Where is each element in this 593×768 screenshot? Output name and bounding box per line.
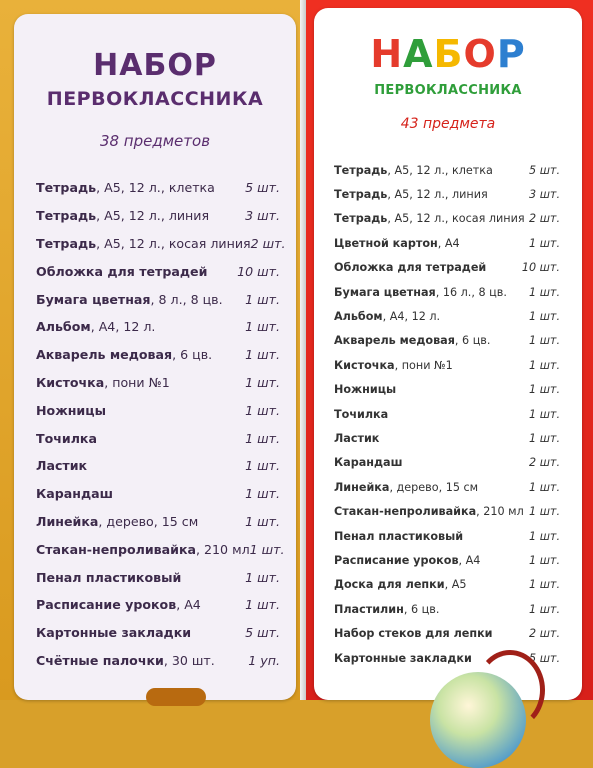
- item-name-bold: Тетрадь: [36, 208, 97, 224]
- item-name: [334, 383, 529, 396]
- item-name-detail: , 6 цв.: [172, 347, 213, 363]
- item-name: [36, 264, 237, 279]
- item-name: [36, 570, 245, 585]
- item-name-detail: , 16 л., 8 цв.: [435, 285, 507, 299]
- item-quantity: 1 шт.: [529, 407, 560, 421]
- item-name-bold: Стакан-непроливайка: [36, 541, 197, 557]
- item-name-bold: Акварель медовая: [36, 347, 173, 363]
- list-item: [314, 451, 582, 475]
- item-name-bold: Точилка: [334, 407, 389, 421]
- list-item: [314, 524, 582, 548]
- item-name-detail: , пони №1: [394, 358, 453, 372]
- item-name: [36, 292, 245, 307]
- item-name-bold: Точилка: [36, 430, 97, 446]
- item-name-detail: , А4: [437, 236, 460, 250]
- item-quantity: 5 шт.: [245, 180, 280, 196]
- item-name: [36, 375, 245, 390]
- title-letter: О: [414, 83, 426, 98]
- list-item: [14, 480, 296, 508]
- list-item: [14, 535, 296, 563]
- item-quantity: 1 шт.: [529, 602, 560, 616]
- list-item: [314, 158, 582, 182]
- item-name-bold: Пенал пластиковый: [36, 569, 182, 585]
- item-quantity: 1 шт.: [529, 310, 560, 324]
- item-name: [334, 188, 529, 201]
- list-item: [14, 341, 296, 369]
- item-name: [334, 554, 529, 567]
- title-letter: Р: [496, 32, 526, 76]
- item-name-bold: Кисточка: [334, 358, 395, 372]
- list-item: [314, 402, 582, 426]
- item-quantity: 1 шт.: [245, 458, 280, 474]
- card-divider: [300, 0, 306, 700]
- item-quantity: 1 шт.: [529, 334, 560, 348]
- item-quantity: 1 шт.: [529, 236, 560, 250]
- item-name-detail: , 6 цв.: [403, 602, 440, 616]
- item-name-detail: , дерево, 15 см: [389, 480, 479, 494]
- item-quantity: 1 шт.: [245, 513, 280, 529]
- title-letter: Р: [394, 83, 405, 98]
- title-letter: А: [448, 83, 459, 98]
- item-quantity: 1 шт.: [245, 597, 280, 613]
- item-quantity: 1 шт.: [529, 578, 560, 592]
- item-name-bold: Альбом: [36, 319, 91, 335]
- item-name-bold: Картонные закладки: [334, 651, 472, 665]
- item-name: [334, 627, 529, 640]
- item-name: [334, 212, 529, 225]
- list-item: [314, 499, 582, 523]
- left-item-count: 38 предметов: [99, 132, 211, 150]
- right-subtitle: [314, 83, 582, 98]
- item-name: [36, 403, 245, 418]
- item-quantity: 1 шт.: [529, 358, 560, 372]
- item-name-detail: , А5, 12 л., клетка: [96, 180, 215, 196]
- right-title: [314, 32, 582, 76]
- item-quantity: 1 шт.: [529, 285, 560, 299]
- list-item: [14, 591, 296, 619]
- item-quantity: 5 шт.: [245, 625, 280, 641]
- item-name: [36, 236, 251, 251]
- item-name-detail: , А4: [176, 597, 201, 613]
- item-name-bold: Кисточка: [36, 374, 105, 390]
- item-quantity: 1 шт.: [245, 402, 280, 418]
- item-name-bold: Цветной картон: [334, 236, 438, 250]
- item-name: [36, 180, 245, 195]
- item-quantity: 1 шт.: [249, 541, 285, 557]
- item-name: [334, 578, 529, 591]
- item-quantity: 1 шт.: [245, 347, 280, 363]
- item-quantity: 1 шт.: [245, 374, 280, 390]
- item-quantity: 2 шт.: [529, 627, 560, 641]
- item-quantity: 1 шт.: [245, 319, 280, 335]
- item-name-detail: , дерево, 15 см: [98, 513, 199, 529]
- item-name-detail: , А4, 12 л.: [382, 310, 441, 324]
- item-name-detail: , А4, 12 л.: [90, 319, 156, 335]
- item-name-bold: Акварель медовая: [334, 334, 455, 348]
- item-name-bold: Расписание уроков: [334, 553, 459, 567]
- item-name: [334, 359, 529, 372]
- item-name-bold: Бумага цветная: [334, 285, 436, 299]
- item-quantity: 1 уп.: [248, 652, 280, 668]
- title-letter: С: [458, 83, 469, 98]
- item-name: [36, 319, 245, 334]
- list-item: [14, 313, 296, 341]
- title-letter: Е: [385, 83, 395, 98]
- item-name-bold: Ножницы: [334, 383, 397, 397]
- item-name: [36, 625, 245, 640]
- item-quantity: 5 шт.: [529, 163, 560, 177]
- list-item: [314, 256, 582, 280]
- title-letter: Б: [433, 32, 464, 76]
- item-name: [334, 237, 529, 250]
- title-letter: Н: [370, 32, 404, 76]
- title-letter: К: [500, 83, 512, 98]
- item-name-bold: Альбом: [334, 310, 383, 324]
- item-name: [36, 458, 245, 473]
- list-item: [14, 452, 296, 480]
- item-name-bold: Набор стеков для лепки: [334, 627, 493, 641]
- item-quantity: 1 шт.: [245, 430, 280, 446]
- item-name-bold: Картонные закладки: [36, 625, 192, 641]
- item-quantity: 1 шт.: [529, 383, 560, 397]
- item-name-detail: , А5: [444, 578, 467, 592]
- list-item: [14, 396, 296, 424]
- list-item: [314, 621, 582, 645]
- list-item: [314, 573, 582, 597]
- item-name-detail: , 210 мл: [196, 541, 250, 557]
- item-name: [334, 286, 529, 299]
- list-item: [14, 230, 296, 258]
- item-name-detail: , А5, 12 л., косая линия: [387, 212, 525, 226]
- item-name: [36, 347, 245, 362]
- list-item: [314, 207, 582, 231]
- title-letter: К: [425, 83, 437, 98]
- item-name: [334, 432, 529, 445]
- right-list-panel: [314, 8, 582, 700]
- item-quantity: 1 шт.: [529, 529, 560, 543]
- title-letter: А: [403, 32, 434, 76]
- list-item: [14, 285, 296, 313]
- list-item: [14, 563, 296, 591]
- item-name: [334, 603, 529, 616]
- item-name-bold: Тетрадь: [334, 163, 388, 177]
- left-item-list: [14, 174, 296, 674]
- left-list-panel: [14, 14, 296, 700]
- list-item: [314, 304, 582, 328]
- item-name-detail: , А5, 12 л., клетка: [387, 163, 493, 177]
- item-name: [36, 208, 245, 223]
- title-letter: С: [468, 83, 479, 98]
- item-quantity: 1 шт.: [529, 480, 560, 494]
- item-name-detail: , 30 шт.: [163, 652, 215, 668]
- list-item: [314, 597, 582, 621]
- list-item: [14, 369, 296, 397]
- right-item-list: [314, 158, 582, 670]
- item-name-bold: Карандаш: [36, 486, 114, 502]
- left-title: НАБОР: [93, 48, 217, 83]
- item-name: [36, 653, 248, 668]
- item-name: [36, 514, 245, 529]
- item-quantity: 1 шт.: [245, 569, 280, 585]
- item-name-detail: , А5, 12 л., косая линия: [96, 235, 251, 251]
- item-name: [334, 261, 522, 274]
- item-name-detail: , пони №1: [104, 374, 170, 390]
- list-item: [314, 548, 582, 572]
- item-name-bold: Пластилин: [334, 602, 404, 616]
- item-name-bold: Ластик: [36, 458, 88, 474]
- item-name-bold: Ластик: [334, 431, 380, 445]
- list-item: [314, 231, 582, 255]
- list-item: [14, 257, 296, 285]
- list-item: [314, 182, 582, 206]
- item-name-bold: Линейка: [334, 480, 390, 494]
- item-name: [334, 530, 529, 543]
- decorative-shape: [146, 688, 206, 706]
- title-letter: А: [511, 83, 522, 98]
- item-name-detail: , 8 л., 8 цв.: [150, 291, 223, 307]
- item-name-detail: , А5, 12 л., линия: [387, 188, 488, 202]
- item-name-bold: Линейка: [36, 513, 99, 529]
- title-letter: Н: [478, 83, 490, 98]
- item-quantity: 1 шт.: [245, 486, 280, 502]
- list-item: [14, 424, 296, 452]
- item-name-bold: Доска для лепки: [334, 578, 445, 592]
- item-name: [36, 542, 250, 557]
- list-item: [14, 174, 296, 202]
- item-quantity: 1 шт.: [245, 291, 280, 307]
- item-name-bold: Тетрадь: [334, 188, 388, 202]
- title-letter: И: [489, 83, 501, 98]
- item-name-bold: Тетрадь: [36, 235, 97, 251]
- item-quantity: 3 шт.: [529, 188, 560, 202]
- list-item: [14, 647, 296, 675]
- item-name-bold: Расписание уроков: [36, 597, 177, 613]
- left-subtitle: ПЕРВОКЛАССНИКА: [46, 88, 264, 110]
- list-item: [314, 426, 582, 450]
- item-name: [334, 164, 529, 177]
- list-item: [314, 378, 582, 402]
- item-name-bold: Обложка для тетрадей: [36, 263, 208, 279]
- globe-stand: [475, 650, 545, 730]
- item-name: [334, 408, 529, 421]
- item-name-detail: , А4: [458, 553, 481, 567]
- title-letter: О: [463, 32, 497, 76]
- item-name-bold: Бумага цветная: [36, 291, 151, 307]
- item-name-bold: Тетрадь: [334, 212, 388, 226]
- item-quantity: 2 шт.: [250, 235, 286, 251]
- title-letter: П: [374, 83, 386, 98]
- item-name: [334, 334, 529, 347]
- item-name: [36, 486, 245, 501]
- item-quantity: 5 шт.: [529, 651, 560, 665]
- item-name-detail: , 210 мл: [476, 505, 524, 519]
- item-name-detail: , 6 цв.: [454, 334, 491, 348]
- item-name: [334, 505, 529, 518]
- list-item: [314, 646, 582, 670]
- item-name-bold: Стакан-непроливайка: [334, 505, 477, 519]
- item-quantity: 1 шт.: [529, 553, 560, 567]
- item-name: [36, 431, 245, 446]
- item-name: [36, 597, 245, 612]
- item-name: [334, 456, 529, 469]
- right-item-count: 43 предмета: [400, 116, 496, 132]
- item-name-bold: Карандаш: [334, 456, 403, 470]
- item-name-bold: Пенал пластиковый: [334, 529, 464, 543]
- item-quantity: 1 шт.: [529, 431, 560, 445]
- item-name-bold: Счётные палочки: [36, 652, 164, 668]
- item-quantity: 1 шт.: [529, 505, 560, 519]
- list-item: [14, 508, 296, 536]
- item-quantity: 2 шт.: [529, 456, 560, 470]
- item-name-detail: , А5, 12 л., линия: [96, 208, 210, 224]
- item-name: [334, 481, 529, 494]
- list-item: [314, 329, 582, 353]
- list-item: [314, 280, 582, 304]
- item-name-bold: Обложка для тетрадей: [334, 261, 487, 275]
- item-name-bold: Тетрадь: [36, 180, 97, 196]
- list-item: [314, 475, 582, 499]
- list-item: [14, 619, 296, 647]
- title-letter: В: [404, 83, 415, 98]
- title-letter: Л: [436, 83, 449, 98]
- item-quantity: 10 шт.: [521, 261, 560, 275]
- list-item: [314, 353, 582, 377]
- list-item: [14, 202, 296, 230]
- item-quantity: 3 шт.: [245, 208, 280, 224]
- item-quantity: 10 шт.: [237, 263, 280, 279]
- item-name-bold: Ножницы: [36, 402, 106, 418]
- item-quantity: 2 шт.: [529, 212, 560, 226]
- item-name: [334, 310, 529, 323]
